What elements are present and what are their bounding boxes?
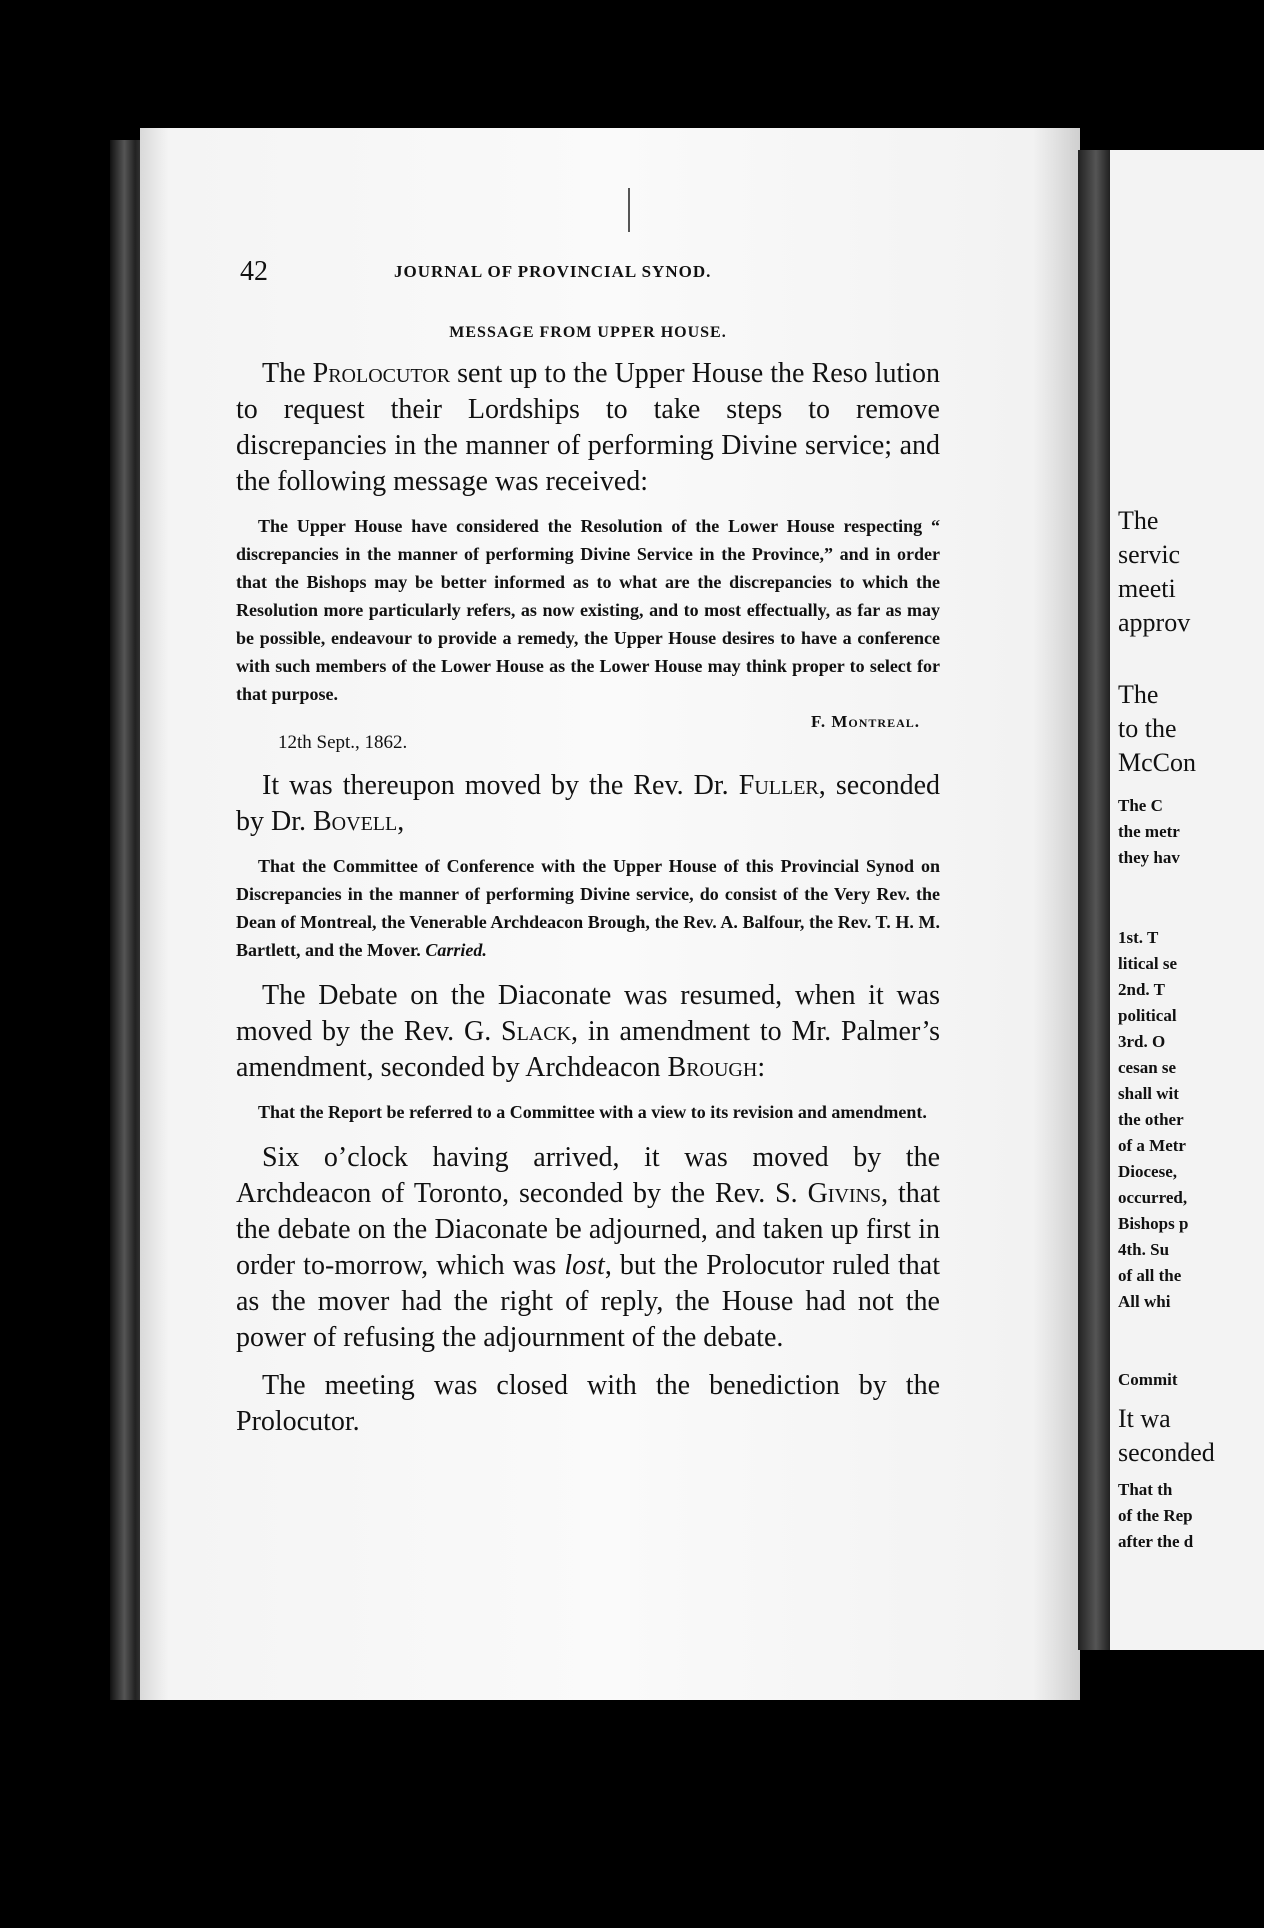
name-bovell: Bovell bbox=[313, 806, 398, 837]
name-brough: Brough bbox=[667, 1052, 758, 1083]
paragraph-adjournment bbox=[236, 1140, 940, 1356]
upper-house-message: The Upper House have considered the Resolution of the Lower House respecting “ discrepancies in the manner of performing Divine Service in the Province,” and in order that the Bishops may be better informed as to what are the discrepancies to which the Resolution more particularly refers, as now existing, and to most effectually, as far as may be possible, endeavour to provide a remedy, the Upper House desires to have a conference with such members of the Lower House as the Lower House may think proper to select for that purpose. bbox=[236, 516, 940, 704]
message-date: 12th Sept., 1862. bbox=[278, 732, 408, 753]
amendment-text: That the Report be referred to a Committee with a view to its revision and amendment. bbox=[258, 1102, 927, 1122]
next-page-line: seconded bbox=[1118, 1438, 1215, 1467]
paragraph-diaconate bbox=[236, 978, 940, 1086]
next-page-line: to the bbox=[1118, 714, 1177, 743]
next-page-line: Diocese, bbox=[1118, 1162, 1178, 1181]
ink-mark bbox=[628, 188, 630, 232]
text-run: , in amendment to Mr. Palmer’s amendment, seconded by Archdeacon bbox=[236, 1016, 940, 1083]
next-page-line: 3rd. O bbox=[1118, 1032, 1166, 1051]
text-run: , that the debate on the Diaconate be adjourned, and taken up first in order to-morrow, which was bbox=[236, 1178, 940, 1281]
next-page-line: The C bbox=[1118, 796, 1163, 815]
text-run: : bbox=[757, 1052, 766, 1083]
spacer bbox=[236, 964, 940, 978]
text-run: Six o’clock having arrived, it was moved by the Archdeacon of Toronto, seconded by the Rev. S. bbox=[236, 1142, 940, 1209]
text-run: sent up to the Upper House the Reso lution to request their Lordships to take steps to remove discrepancies in the manner of performing Divine service; and the following message was received: bbox=[236, 358, 941, 497]
next-page-line: 1st. T bbox=[1118, 928, 1159, 947]
next-page-line: of all the bbox=[1118, 1266, 1182, 1285]
next-page-line: That th bbox=[1118, 1480, 1173, 1499]
next-page-line: Commit bbox=[1118, 1370, 1178, 1389]
next-page-line: of the Rep bbox=[1118, 1506, 1193, 1525]
text-run: , but the Prolocutor ruled that as the mover had the right of reply, the House had not the power of refusing the adjournment of the debate. bbox=[236, 1250, 940, 1353]
next-page-line: occurred, bbox=[1118, 1188, 1188, 1207]
committee-resolution bbox=[236, 852, 940, 964]
next-page-line: the other bbox=[1118, 1110, 1184, 1129]
paragraph-prolocutor bbox=[236, 356, 940, 500]
next-page-line: servic bbox=[1118, 540, 1181, 569]
next-page-line: shall wit bbox=[1118, 1084, 1179, 1103]
resolution-text: That the Committee of Conference with the Upper House of this Provincial Synod on Discrepancies in the manner of performing Divine service, do consist of the Very Rev. the Dean of Montreal, the Venerable Archdeacon Brough, the Rev. A. Balfour, the Rev. T. H. M. Bartlett, and the Mover. bbox=[236, 856, 940, 960]
next-page-line: approv bbox=[1118, 608, 1191, 637]
text-run: It was thereupon moved by the Rev. Dr. bbox=[262, 770, 739, 801]
next-page-line: The bbox=[1118, 680, 1159, 709]
text-run: , seconded by Dr. bbox=[236, 770, 940, 837]
next-page-line: cesan se bbox=[1118, 1058, 1177, 1077]
spacer bbox=[236, 1126, 940, 1140]
running-title: JOURNAL OF PROVINCIAL SYNOD. bbox=[394, 262, 712, 281]
next-page-line: after the d bbox=[1118, 1532, 1194, 1551]
page-header bbox=[240, 256, 940, 290]
next-page-line: The bbox=[1118, 506, 1159, 535]
next-page-line: All whi bbox=[1118, 1292, 1171, 1311]
page-gutter bbox=[1078, 150, 1114, 1650]
next-page-line: McCon bbox=[1118, 748, 1196, 777]
paragraph-closing: The meeting was closed with the benediction by the Prolocutor. bbox=[236, 1370, 940, 1437]
next-page-line: litical se bbox=[1118, 954, 1178, 973]
name-prolocutor: Prolocutor bbox=[312, 358, 451, 389]
section-heading: MESSAGE FROM UPPER HOUSE. bbox=[449, 324, 727, 341]
text-run: The bbox=[262, 358, 313, 389]
lost-word: lost bbox=[564, 1250, 605, 1281]
next-page-line: political bbox=[1118, 1006, 1177, 1025]
name-fuller: Fuller bbox=[738, 770, 819, 801]
next-page-line: meeti bbox=[1118, 574, 1176, 603]
paragraph-motion bbox=[236, 768, 940, 840]
next-page-line: 4th. Su bbox=[1118, 1240, 1170, 1259]
next-page-line: 2nd. T bbox=[1118, 980, 1165, 999]
carried-label: Carried. bbox=[425, 940, 487, 960]
next-page-line: they hav bbox=[1118, 848, 1180, 867]
next-page-fragment bbox=[1110, 150, 1264, 1650]
page bbox=[140, 128, 1080, 1700]
name-givins: Givins bbox=[807, 1178, 882, 1209]
text-run: , bbox=[397, 806, 405, 837]
signature: F. Montreal. bbox=[811, 712, 920, 731]
page-number: 42 bbox=[240, 256, 268, 287]
page-body bbox=[236, 324, 940, 1452]
next-page-line: Bishops p bbox=[1118, 1214, 1189, 1233]
next-page-line: of a Metr bbox=[1118, 1136, 1186, 1155]
next-page-line: the metr bbox=[1118, 822, 1180, 841]
name-slack: Slack bbox=[501, 1016, 572, 1047]
text-run: The Debate on the Diaconate was resumed, when it was moved by the Rev. G. bbox=[236, 980, 940, 1047]
next-page-line: It wa bbox=[1118, 1404, 1171, 1433]
